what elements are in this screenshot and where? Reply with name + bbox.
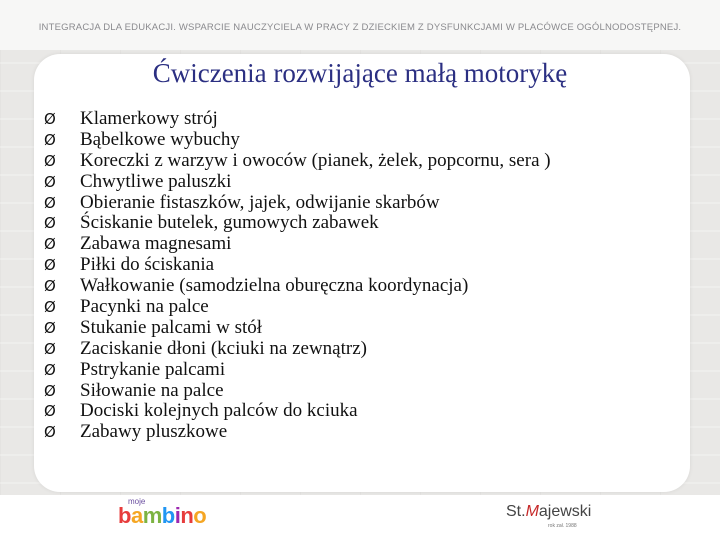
- logo-letter: n: [180, 503, 194, 528]
- list-item-text: Dociski kolejnych palców do kciuka: [80, 400, 358, 422]
- bullet-arrow-icon: Ø: [44, 193, 56, 212]
- list-item-text: Zabawa magnesami: [80, 233, 232, 255]
- bambino-logo-wordmark: [118, 503, 206, 529]
- bullet-arrow-icon: Ø: [44, 214, 56, 233]
- list-item: [44, 234, 551, 255]
- list-item-text: Zaciskanie dłoni (kciuki na zewnątrz): [80, 337, 367, 359]
- bullet-arrow-icon: Ø: [44, 130, 56, 149]
- list-item: [44, 109, 551, 130]
- bullet-arrow-icon: Ø: [44, 360, 56, 379]
- logo-letter: i: [174, 503, 181, 528]
- list-item: [44, 360, 551, 381]
- list-item: [44, 318, 551, 339]
- bullet-arrow-icon: Ø: [44, 423, 56, 442]
- majewski-logo-accent: M: [525, 503, 539, 520]
- bullet-arrow-icon: Ø: [44, 151, 56, 170]
- list-item-text: Pacynki na palce: [80, 296, 209, 318]
- logo-letter: a: [130, 503, 143, 528]
- list-item: [44, 422, 551, 443]
- majewski-logo-prefix: St.: [506, 503, 526, 520]
- bullet-arrow-icon: Ø: [44, 381, 56, 400]
- bullet-arrow-icon: Ø: [44, 235, 56, 254]
- list-item: [44, 130, 551, 151]
- list-item: [44, 339, 551, 360]
- list-item: [44, 151, 551, 172]
- list-item-text: Siłowanie na palce: [80, 379, 224, 401]
- list-item: [44, 401, 551, 422]
- list-item: [44, 193, 551, 214]
- bambino-logo-small-text: moje: [128, 497, 146, 506]
- majewski-logo-subtitle: rok zał. 1988: [548, 523, 577, 529]
- list-item-text: Ściskanie butelek, gumowych zabawek: [80, 212, 379, 234]
- bullet-arrow-icon: Ø: [44, 172, 56, 191]
- list-item-text: Klamerkowy strój: [80, 108, 218, 129]
- list-item-text: Stukanie palcami w stół: [80, 316, 263, 338]
- list-item: [44, 255, 551, 276]
- list-item: [44, 213, 551, 234]
- list-item: [44, 276, 551, 297]
- majewski-logo: [506, 503, 592, 529]
- header-text: INTEGRACJA DLA EDUKACJI. WSPARCIE NAUCZYCIELA W PRACY Z DZIECKIEM Z DYSFUNKCJAMI W PLACÓWCE OGÓLNODOSTĘPNEJ.: [38, 22, 682, 33]
- logo-letter: b: [118, 503, 131, 528]
- list-item-text: Pstrykanie palcami: [80, 358, 226, 380]
- logo-letter: o: [193, 503, 207, 528]
- footer-band: [0, 495, 720, 540]
- bullet-arrow-icon: Ø: [44, 402, 56, 421]
- list-item-text: Koreczki z warzyw i owoców (pianek, żelek, popcornu, sera ): [80, 149, 551, 171]
- logo-letter: m: [142, 503, 162, 528]
- bullet-arrow-icon: Ø: [44, 298, 56, 317]
- logo-letter: b: [161, 503, 175, 528]
- bullet-arrow-icon: Ø: [44, 339, 56, 358]
- bullet-arrow-icon: Ø: [44, 110, 56, 128]
- exercise-list: [44, 109, 551, 443]
- list-item-text: Wałkowanie (samodzielna oburęczna koordynacja): [80, 275, 469, 297]
- list-item: [44, 297, 551, 318]
- list-item-text: Chwytliwe paluszki: [80, 170, 232, 192]
- list-item-text: Piłki do ściskania: [80, 254, 215, 276]
- bullet-arrow-icon: Ø: [44, 318, 56, 337]
- bullet-arrow-icon: Ø: [44, 256, 56, 275]
- list-item-text: Bąbelkowe wybuchy: [80, 128, 240, 150]
- list-item: [44, 172, 551, 193]
- list-item: [44, 381, 551, 402]
- list-item-text: Obieranie fistaszków, jajek, odwijanie skarbów: [80, 191, 440, 213]
- bullet-arrow-icon: Ø: [44, 277, 56, 296]
- list-item-text: Zabawy pluszkowe: [80, 421, 228, 443]
- majewski-logo-rest: ajewski: [538, 503, 592, 520]
- slide-title: Ćwiczenia rozwijające małą motorykę: [152, 58, 568, 88]
